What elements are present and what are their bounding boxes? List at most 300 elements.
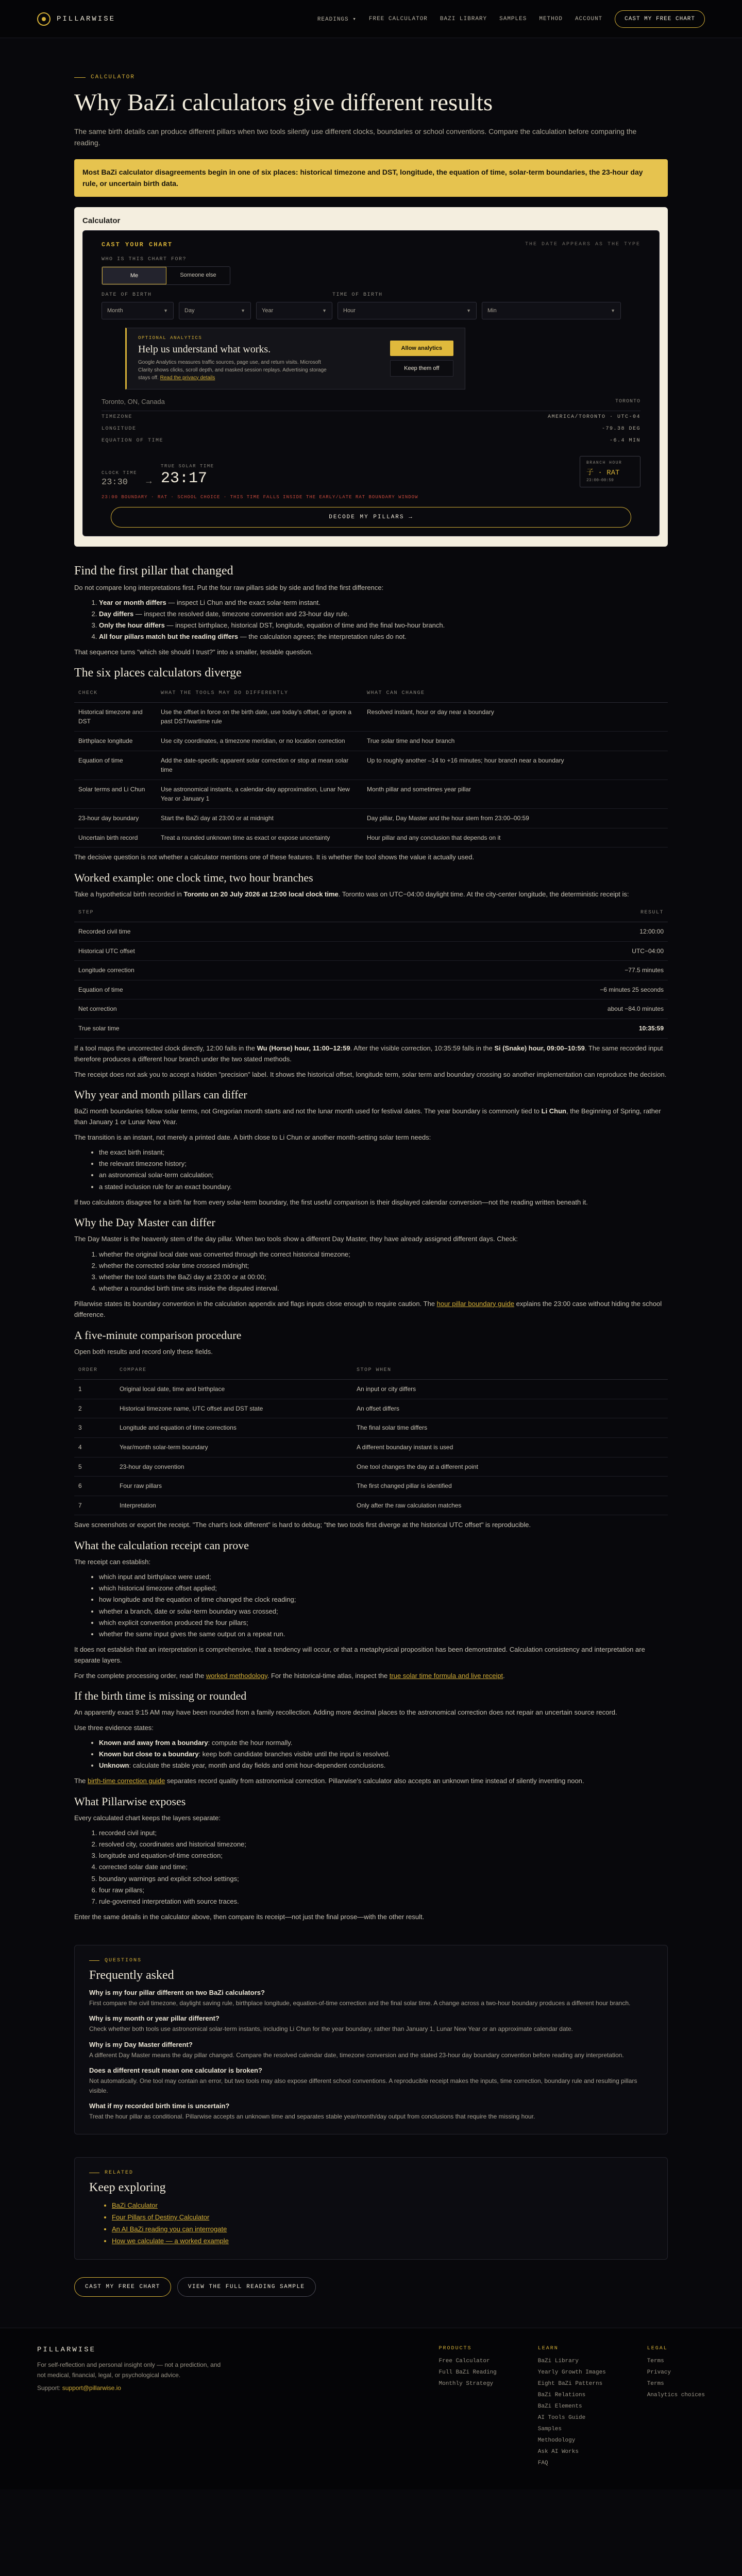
who-label: WHO IS THIS CHART FOR? [102, 256, 187, 262]
footer-link[interactable]: Free Calculator [439, 2358, 490, 2365]
table-row [74, 1477, 668, 1496]
minute-select[interactable] [482, 302, 621, 319]
nav-link-free-calculator[interactable]: FREE CALCULATOR [368, 15, 428, 22]
paragraph: If two calculators disagree for a birth far from every solar-term boundary, the first useful comparison is their displayed calendar conversion—not the reading written beneath it. [74, 1198, 588, 1206]
related-title: Keep exploring [89, 2181, 166, 2195]
related-link[interactable]: • An AI BaZi reading you can interrogate [112, 2224, 653, 2235]
birth-fields [102, 302, 640, 319]
chevron-down-icon: ▼ [322, 308, 327, 313]
table-cell: Use astronomical instants, a calendar-day approximation, Lunar New Year or January 1 [157, 779, 363, 808]
text-run: . After the visible correction, 10:35:59 falls in the [350, 1044, 495, 1052]
table-cell: Year/month solar-term boundary [115, 1437, 352, 1457]
nav-link-method[interactable]: METHOD [539, 15, 563, 22]
nav-links [317, 10, 705, 28]
faq-answer: Not automatically. One tool may contain an error, but two tools may also expose different school conventions. A reproducible receipt makes the inputs, time correction, boundary rule and resulting pillars visible. [89, 2077, 637, 2094]
table-cell: Historical timezone and DST [74, 702, 157, 731]
text-run: Take a hypothetical birth recorded in [74, 890, 184, 898]
receipt-key: LONGITUDE [102, 426, 137, 432]
table-row [74, 1019, 668, 1039]
birthplace-value: Toronto, ON, Canada [102, 397, 165, 405]
table-row [74, 702, 668, 731]
table-row [74, 732, 668, 751]
table-cell: Historical timezone name, UTC offset and DST state [115, 1399, 352, 1418]
column-header: STEP [74, 904, 356, 922]
table-cell: Resolved instant, hour or day near a boundary [363, 702, 668, 731]
receipt-row [102, 411, 640, 423]
nav-link-bazi-library[interactable]: BAZI LIBRARY [440, 15, 487, 22]
day-select[interactable] [179, 302, 251, 319]
month-select[interactable] [102, 302, 174, 319]
footer-disclaimer: For self-reflection and personal insight only — not a prediction, and not medical, financial, legal, or psychological advice. [37, 2361, 221, 2379]
list-item-text: : calculate the stable year, month and day fields and omit hour-dependent conclusions. [129, 1761, 386, 1770]
footer-col-products [439, 2346, 497, 2469]
footer-link[interactable]: Analytics choices [647, 2392, 705, 2399]
birth-time-guide-link[interactable]: birth-time correction guide [88, 1777, 165, 1785]
calculator-card [74, 207, 668, 547]
solar-time-formula-link[interactable]: true solar time formula and live receipt [389, 1671, 503, 1680]
toggle-someone-else[interactable]: Someone else [180, 272, 216, 278]
text-run: For the complete processing order, read the [74, 1671, 206, 1680]
related-eyebrow: RELATED [89, 2170, 653, 2176]
brand-logo[interactable] [37, 12, 115, 26]
paragraph: Save screenshots or export the receipt. "The chart's look different" is hard to debug; "the two tools first diverge at the historical UTC offset" is reproducible. [74, 1521, 531, 1529]
table-cell: UTC−04:00 [356, 941, 668, 961]
section-heading: What Pillarwise exposes [74, 1794, 186, 1808]
footer-col-legal [647, 2346, 705, 2469]
top-nav [0, 0, 742, 38]
section-heading: Why the Day Master can differ [74, 1216, 215, 1229]
toggle-me[interactable]: Me [102, 267, 166, 284]
footer-link[interactable]: Samples [537, 2426, 562, 2433]
boundary-warning: 23:00 BOUNDARY · RAT · SCHOOL CHOICE · THIS TIME FALLS INSIDE THE EARLY/LATE RAT BOUNDARY WINDOW [102, 494, 418, 500]
list-item: • the exact birth instant; [99, 1147, 668, 1158]
date-label: DATE OF BIRTH [102, 292, 152, 298]
field-labels [102, 292, 640, 298]
table-cell: An input or city differs [352, 1380, 668, 1399]
faq-answer: A different Day Master means the day pillar changed. Compare the resolved calendar date, timezone conversion and the stated 23-hour day boundary convention before reading any interpretation. [89, 2051, 624, 2059]
table-cell: Birthplace longitude [74, 732, 157, 751]
list-item: • whether the same input gives the same output on a repeat run. [99, 1629, 668, 1640]
footer-link[interactable]: Methodology [537, 2437, 576, 2444]
receipt-key: TIMEZONE [102, 414, 133, 420]
minute-select-value: Min [487, 307, 497, 314]
calculator-card-title: Calculator [82, 216, 121, 225]
key-callout: Most BaZi calculator disagreements begin in one of six places: historical timezone and DST, longitude, the equation of time, solar-term boundaries, the 23-hour day rule, or uncertain birth data. [74, 159, 668, 197]
receipt-value: AMERICA/TORONTO · UTC-04 [547, 414, 640, 420]
table-cell: 6 [74, 1477, 115, 1496]
footer-link[interactable]: AI Tools Guide [537, 2415, 586, 2421]
footer-link[interactable]: Eight BaZi Patterns [537, 2381, 603, 2387]
clock-time-label: CLOCK TIME [102, 470, 138, 476]
text-run: . The same recorded input therefore produces a different hour branch under the two stated methods. [74, 1044, 663, 1063]
paragraph [74, 1106, 668, 1128]
time-conversion-values [102, 464, 214, 487]
section-heading: A five-minute comparison procedure [74, 1328, 242, 1342]
consent-title: Help us understand what works. [138, 343, 271, 355]
bullet-list [99, 1147, 668, 1192]
table-row [74, 828, 668, 848]
footer-link[interactable]: BaZi Relations [537, 2392, 586, 2399]
table-header-row [74, 1361, 668, 1380]
list-item: 3. longitude and equation-of-time correction; [99, 1850, 668, 1861]
article-lede: The same birth details can produce different pillars when two tools silently use different clocks, boundaries or school conventions. Compare the calculation before comparing the reading. [74, 127, 637, 147]
faq-question: Why is my four pillar different on two BaZi calculators? [89, 1989, 265, 1997]
clock-time-value: 23:30 [102, 477, 128, 487]
paragraph: The transition is an instant, not merely a printed date. A birth close to Li Chun or another month-setting solar term needs: [74, 1133, 431, 1141]
calculator-subheading: THE DATE APPEARS AS THE TYPE [525, 242, 640, 248]
column-header: CHECK [74, 684, 157, 703]
chevron-down-icon: ▼ [241, 308, 245, 313]
receipt-row [102, 435, 640, 447]
calculator-heading: CAST YOUR CHART [102, 241, 173, 248]
decode-pillars-button[interactable]: DECODE MY PILLARS → [111, 507, 631, 528]
table-cell: Start the BaZi day at 23:00 or at midnight [157, 809, 363, 828]
paragraph [74, 1670, 668, 1681]
footer-link[interactable]: FAQ [537, 2460, 548, 2467]
related-link[interactable]: • Four Pillars of Destiny Calculator [112, 2212, 653, 2224]
text-run: , the Beginning of Spring, rather than January 1 or Lunar New Year. [74, 1107, 661, 1126]
consent-body [138, 359, 334, 382]
table-row [74, 751, 668, 779]
list-item: 3. whether the tool starts the BaZi day at 23:00 or at 00:00; [99, 1272, 668, 1283]
table-cell: Hour pillar and any conclusion that depends on it [363, 828, 668, 848]
table-cell: Original local date, time and birthplace [115, 1380, 352, 1399]
footer-link[interactable]: Terms [647, 2381, 664, 2387]
table-row [74, 1418, 668, 1438]
list-item: • which historical timezone offset applied; [99, 1583, 668, 1594]
table-row [74, 980, 668, 999]
table-cell: about −84.0 minutes [356, 999, 668, 1019]
section-heading: The six places calculators diverge [74, 666, 242, 680]
calculator-header [102, 241, 640, 248]
list-item [99, 1760, 668, 1771]
nav-cta-button[interactable]: CAST MY FREE CHART [615, 10, 705, 28]
table-cell: Longitude and equation of time corrections [115, 1418, 352, 1438]
faq-title: Frequently asked [89, 1969, 174, 1982]
text-run: explains the 23:00 case without hiding the school difference. [74, 1299, 662, 1319]
nav-link-samples[interactable]: SAMPLES [499, 15, 527, 22]
footer-link[interactable]: Ask AI Works [537, 2449, 579, 2455]
table-cell: Interpretation [115, 1496, 352, 1515]
time-label: TIME OF BIRTH [332, 292, 383, 298]
text-bold: Wu (Horse) hour, 11:00–12:59 [257, 1044, 350, 1052]
table-row [74, 999, 668, 1019]
paragraph: Enter the same details in the calculator above, then compare its receipt—not just the final prose—with the other result. [74, 1912, 425, 1921]
table-cell: 12:00:00 [356, 922, 668, 942]
birthplace-row[interactable] [102, 398, 640, 411]
cta-row [74, 2277, 668, 2297]
table-cell: Equation of time [74, 751, 157, 779]
procedure-table [74, 1361, 668, 1515]
footer-link[interactable]: BaZi Library [537, 2358, 579, 2365]
table-row [74, 1380, 668, 1399]
section-heading: Worked example: one clock time, two hour branches [74, 871, 313, 884]
evidence-state-list [99, 1737, 668, 1771]
branch-hour-label: BRANCH HOUR [586, 460, 622, 465]
paragraph: Every calculated chart keeps the layers separate: [74, 1814, 221, 1822]
faq-answer: Check whether both tools use astronomical solar-term instants, including Li Chun for the year boundary, rather than January 1, Lunar New Year or an approximate calendar date. [89, 2025, 573, 2033]
list-item: 2. whether the corrected solar time crossed midnight; [99, 1260, 668, 1272]
table-cell: Only after the raw calculation matches [352, 1496, 668, 1515]
text-run: BaZi month boundaries follow solar terms, not Gregorian month starts and not the lunar month used for festival dates. The year boundary is commonly tied to [74, 1107, 542, 1115]
paragraph: The decisive question is not whether a calculator mentions one of these features. It is whether the tool shows the value it actually used. [74, 853, 475, 861]
table-cell: Uncertain birth record [74, 828, 157, 848]
faq-answer: First compare the civil timezone, daylight saving rule, birthplace longitude, equation-of-time correction and the final solar time. A change across a two-hour boundary produces a different hour branch. [89, 1999, 631, 2007]
paragraph [74, 1775, 668, 1786]
table-cell: Four raw pillars [115, 1477, 352, 1496]
footer-link[interactable]: Full BaZi Reading [439, 2369, 497, 2376]
table-cell: Longitude correction [74, 961, 356, 980]
support-email-link[interactable]: support@pillarwise.io [62, 2384, 121, 2392]
list-item-bold: Known but close to a boundary [99, 1750, 199, 1758]
list-item [99, 620, 668, 631]
worked-example-table [74, 904, 668, 1039]
list-item-bold: Day differs [99, 610, 134, 618]
table-cell: 23-hour day convention [115, 1457, 352, 1477]
faq-item [89, 2014, 653, 2034]
paragraph: Do not compare long interpretations first. Put the four raw pillars side by side and find the first difference: [74, 583, 384, 591]
numbered-list [99, 1249, 668, 1294]
footer-link[interactable]: Privacy [647, 2369, 671, 2376]
consent-actions [390, 341, 453, 377]
table-cell: 1 [74, 1380, 115, 1399]
faq-eyebrow: QUESTIONS [89, 1958, 653, 1963]
table-row [74, 961, 668, 980]
list-item: • whether a branch, date or solar-term boundary was crossed; [99, 1606, 668, 1617]
list-item [99, 597, 668, 608]
list-item [99, 1737, 668, 1749]
faq-question: What if my recorded birth time is uncertain? [89, 2102, 230, 2110]
branch-hour-box [580, 456, 640, 487]
chevron-down-icon: ▼ [163, 308, 168, 313]
day-select-value: Day [184, 307, 195, 314]
list-item-bold: Known and away from a boundary [99, 1738, 208, 1747]
support-label: Support: [37, 2384, 61, 2392]
table-cell: Use city coordinates, a timezone meridian, or no location correction [157, 732, 363, 751]
table-cell: Historical UTC offset [74, 941, 356, 961]
table-row [74, 779, 668, 808]
branch-hour-value: 子 · RAT [586, 468, 620, 477]
footer-support [37, 2384, 223, 2392]
chevron-down-icon: ▼ [466, 308, 471, 313]
paragraph: Use three evidence states: [74, 1723, 154, 1732]
keep-off-button[interactable]: Keep them off [390, 360, 453, 377]
solar-time-block [161, 464, 214, 487]
section-heading: Why year and month pillars can differ [74, 1088, 247, 1101]
list-item: 2. resolved city, coordinates and historical timezone; [99, 1839, 668, 1850]
footer-brand-name: PILLARWISE [37, 2346, 96, 2354]
page-title: Why BaZi calculators give different results [74, 89, 493, 116]
text-run: . Toronto was on UTC−04:00 daylight time. At the city-center longitude, the deterministic receipt is: [338, 890, 629, 898]
list-item: • a stated inclusion rule for an exact boundary. [99, 1181, 668, 1193]
table-cell: Day pillar, Day Master and the hour stem from 23:00–00:59 [363, 809, 668, 828]
text-bold: Si (Snake) hour, 09:00–10:59 [494, 1044, 585, 1052]
faq-question: Why is my Day Master different? [89, 2040, 193, 2048]
privacy-details-link[interactable]: Read the privacy details [160, 375, 215, 381]
list-item: • the relevant timezone history; [99, 1158, 668, 1170]
list-item: 4. corrected solar date and time; [99, 1861, 668, 1873]
text-run: . For the historical-time atlas, inspect the [267, 1671, 390, 1680]
nav-link-account[interactable]: ACCOUNT [575, 15, 603, 22]
list-item-text: — inspect birthplace, historical DST, longitude, equation of time and the final two-hour branch. [164, 621, 445, 630]
table-header-row [74, 684, 668, 703]
footer-col-learn [538, 2346, 606, 2469]
column-header: COMPARE [115, 1361, 352, 1380]
logo-icon [37, 12, 50, 26]
faq-question: Why is my month or year pillar different? [89, 2014, 220, 2023]
table-cell: Net correction [74, 999, 356, 1019]
table-row [74, 1437, 668, 1457]
month-select-value: Month [107, 307, 123, 314]
list-item-text: : keep both candidate branches visible until the input is resolved. [198, 1750, 391, 1758]
table-row [74, 1399, 668, 1418]
hour-select[interactable] [338, 302, 477, 319]
table-row [74, 941, 668, 961]
footer-link[interactable]: BaZi Elements [537, 2403, 582, 2410]
text-run: If a tool maps the uncorrected clock directly, 12:00 falls in the [74, 1044, 257, 1052]
receipt-value: -79.38 DEG [601, 426, 640, 432]
text-run: The [74, 1777, 88, 1785]
hour-select-value: Hour [343, 307, 356, 314]
table-cell: 7 [74, 1496, 115, 1515]
list-item-text: — the calculation agrees; the interpretation rules do not. [238, 633, 407, 641]
footer-link[interactable]: Monthly Strategy [439, 2381, 494, 2387]
paragraph: It does not establish that an interpretation is comprehensive, that a tendency will occur, or that a metaphysical proposition has been demonstrated. Calculation consistency and interpretation are separate layers. [74, 1645, 645, 1665]
list-item: • which input and birthplace were used; [99, 1571, 668, 1583]
branch-hour-span: 23:00–00:59 [586, 478, 614, 483]
table-cell: Month pillar and sometimes year pillar [363, 779, 668, 808]
paragraph [74, 889, 668, 900]
related-link[interactable]: • How we calculate — a worked example [112, 2235, 653, 2247]
list-item: 5. boundary warnings and explicit school settings; [99, 1873, 668, 1885]
receipt-value: -6.4 MIN [609, 437, 640, 444]
table-cell: 23-hour day boundary [74, 809, 157, 828]
bullet-list [99, 1571, 668, 1640]
table-cell: 10:35:59 [356, 1019, 668, 1039]
list-item: • how longitude and the equation of time changed the clock reading; [99, 1594, 668, 1605]
clock-time-block [102, 470, 137, 487]
article-body [74, 564, 668, 1923]
list-item [99, 1749, 668, 1760]
related-panel [74, 2157, 668, 2260]
pillar-check-list [99, 597, 668, 642]
solar-time-label: TRUE SOLAR TIME [161, 463, 214, 469]
list-item: 7. rule-governed interpretation with source traces. [99, 1896, 668, 1907]
list-item-text: : compute the hour normally. [208, 1738, 293, 1747]
paragraph: An apparently exact 9:15 AM may have been rounded from a family recollection. Adding more decimal places to the astronomical correction does not repair an uncertain source record. [74, 1708, 617, 1717]
related-link[interactable]: • BaZi Calculator [112, 2200, 653, 2212]
section-heading: Find the first pillar that changed [74, 564, 233, 578]
paragraph: That sequence turns "which site should I trust?" into a smaller, testable question. [74, 648, 313, 656]
list-item-text: — inspect Li Chun and the exact solar-term instant. [166, 599, 321, 607]
paragraph: The receipt does not ask you to accept a hidden "precision" label. It shows the historical offset, longitude term, solar term and boundary crossing so another implementation can reproduce the decision. [74, 1070, 667, 1078]
table-cell: Use the offset in force on the birth date, use today's offset, or ignore a past DST/wartime rule [157, 702, 363, 731]
time-conversion [102, 456, 640, 487]
table-cell: One tool changes the day at a different point [352, 1457, 668, 1477]
list-item: 1. whether the original local date was converted through the correct historical timezone; [99, 1249, 668, 1260]
section-heading: What the calculation receipt can prove [74, 1538, 249, 1552]
table-row [74, 922, 668, 942]
table-cell: The first changed pillar is identified [352, 1477, 668, 1496]
list-item-bold: Unknown [99, 1761, 129, 1770]
article-eyebrow: CALCULATOR [74, 74, 668, 80]
list-item: 4. whether a rounded birth time sits inside the disputed interval. [99, 1283, 668, 1294]
chevron-down-icon: ▼ [611, 308, 615, 313]
year-select[interactable] [256, 302, 332, 319]
footer-col-heading: LEGAL [647, 2346, 668, 2352]
brand-name: PILLARWISE [57, 14, 116, 23]
text-run: . [503, 1671, 505, 1680]
chart-for-toggle [102, 266, 230, 285]
faq-answer: Treat the hour pillar as conditional. Pillarwise accepts an unknown time and separates stable year/month/day output from conclusions that require the missing hour. [89, 2113, 535, 2121]
numbered-list [99, 1827, 668, 1907]
column-header: WHAT CAN CHANGE [363, 684, 668, 703]
related-links [112, 2200, 653, 2247]
footer-link[interactable]: Yearly Growth Images [537, 2369, 606, 2376]
table-cell: Up to roughly another –14 to +16 minutes; hour branch near a boundary [363, 751, 668, 779]
text-run: Pillarwise states its boundary convention in the calculation appendix and flags inputs close enough to require caution. The [74, 1299, 437, 1308]
footer [0, 2328, 742, 2489]
nav-link-readings[interactable]: READINGS ▾ [317, 16, 357, 23]
faq-item [89, 2066, 653, 2096]
list-item [99, 608, 668, 620]
column-header: RESULT [356, 904, 668, 922]
column-header: WHAT THE TOOLS MAY DO DIFFERENTLY [157, 684, 363, 703]
table-cell: 5 [74, 1457, 115, 1477]
hour-boundary-guide-link[interactable]: hour pillar boundary guide [436, 1299, 514, 1308]
consent-tag: OPTIONAL ANALYTICS [138, 335, 203, 341]
faq-item [89, 1989, 653, 2008]
table-cell: 3 [74, 1418, 115, 1438]
list-item: 1. recorded civil input; [99, 1827, 668, 1839]
year-select-value: Year [262, 307, 274, 314]
text-bold: Toronto on 20 July 2026 at 12:00 local clock time [183, 890, 339, 898]
text-bold: Li Chun [541, 1107, 567, 1115]
table-header-row [74, 904, 668, 922]
footer-columns [439, 2346, 705, 2469]
faq-item [89, 2041, 653, 2060]
table-cell: True solar time and hour branch [363, 732, 668, 751]
column-header: STOP WHEN [352, 1361, 668, 1380]
list-item: • an astronomical solar-term calculation; [99, 1170, 668, 1181]
list-item: • which explicit convention produced the four pillars; [99, 1617, 668, 1629]
birthplace-code: TORONTO [615, 398, 640, 404]
footer-link[interactable]: Terms [647, 2358, 664, 2365]
cast-chart-button[interactable]: CAST MY FREE CHART [74, 2277, 171, 2297]
table-cell: Equation of time [74, 980, 356, 999]
methodology-link[interactable]: worked methodology [206, 1671, 267, 1680]
table-cell: −6 minutes 25 seconds [356, 980, 668, 999]
table-row [74, 1496, 668, 1515]
table-cell: An offset differs [352, 1399, 668, 1418]
table-cell: Recorded civil time [74, 922, 356, 942]
allow-analytics-button[interactable]: Allow analytics [390, 341, 453, 356]
section-heading: If the birth time is missing or rounded [74, 1689, 247, 1703]
paragraph: The Day Master is the heavenly stem of the day pillar. When two tools show a different Day Master, they have already assigned different days. Check: [74, 1235, 518, 1243]
receipt-key: EQUATION OF TIME [102, 437, 164, 444]
table-cell: The final solar time differs [352, 1418, 668, 1438]
footer-brand [37, 2346, 223, 2469]
list-item-bold: All four pillars match but the reading differs [99, 633, 239, 641]
article [74, 74, 668, 2297]
list-item [99, 631, 668, 642]
faq-panel [74, 1945, 668, 2134]
view-sample-button[interactable]: VIEW THE FULL READING SAMPLE [177, 2277, 316, 2297]
text-run: separates record quality from astronomical correction. Pillarwise's calculator also accepts an unknown time instead of silently inventing noon. [165, 1777, 584, 1785]
paragraph: Open both results and record only these fields. [74, 1347, 213, 1355]
list-item-bold: Year or month differs [99, 599, 166, 607]
consent-body-text: Google Analytics measures traffic sources, page use, and return visits. Microsoft Clarity shows clicks, scroll depth, and masked session replays. Advertising storage stays off. [138, 359, 327, 381]
